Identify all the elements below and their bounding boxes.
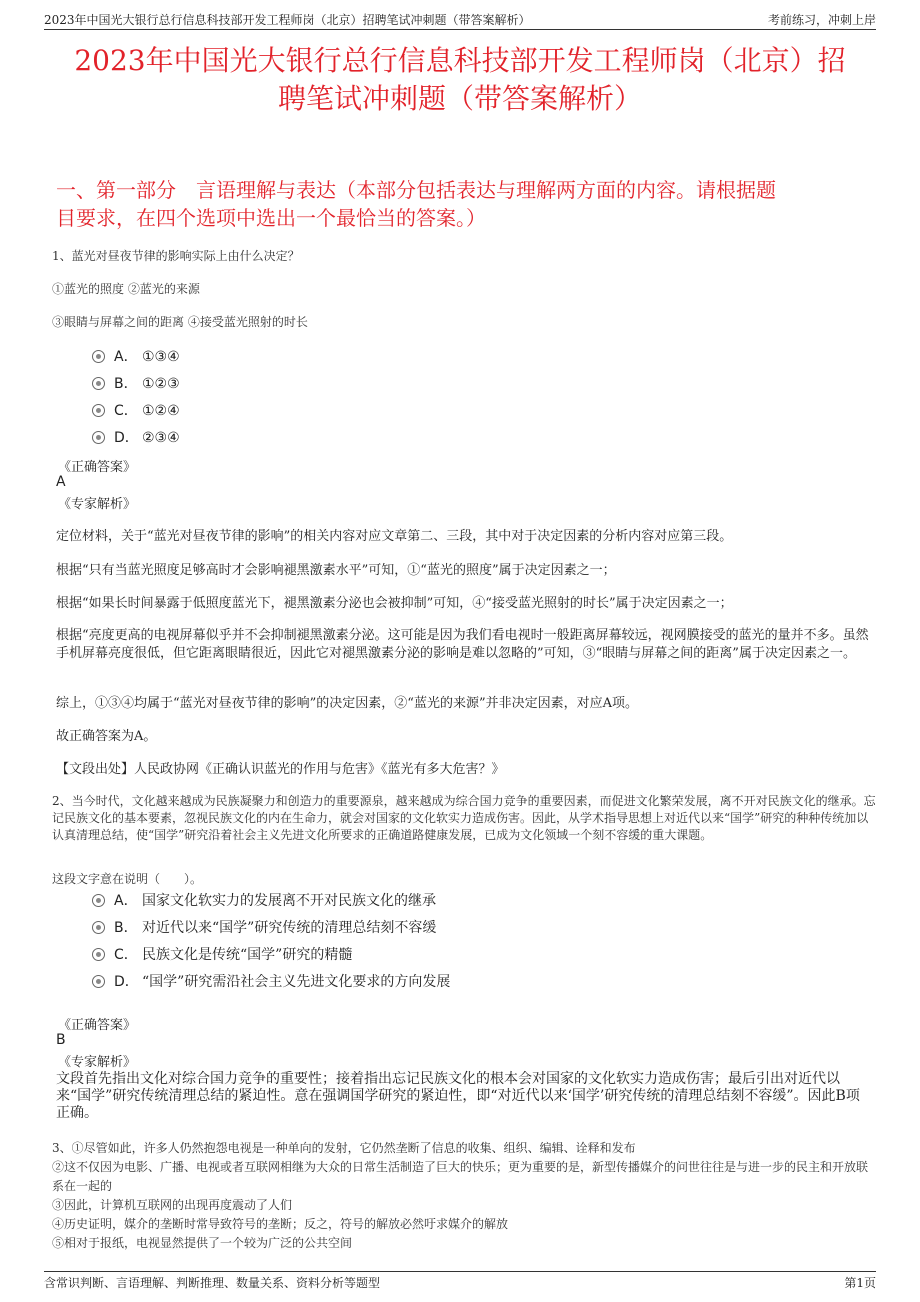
option-letter: A． <box>114 349 138 365</box>
page-footer <box>44 1271 876 1290</box>
option-text: ①②③ <box>142 376 180 392</box>
document-title <box>40 42 880 118</box>
q2-prompt: 这段文字意在说明（ ）。 <box>52 872 203 886</box>
option-text: ①③④ <box>142 349 180 365</box>
title-line-2: 聘笔试冲刺题（带答案解析） <box>277 82 642 115</box>
radio-icon[interactable] <box>92 948 105 961</box>
q1-option-d[interactable] <box>92 429 180 447</box>
q3-item-4: ④历史证明，媒介的垄断时常导致符号的垄断；反之，符号的解放必然吁求媒介的解放 <box>52 1217 509 1231</box>
option-letter: B． <box>114 376 138 392</box>
q1-stem: 1、蓝光对昼夜节律的影响实际上由什么决定？ <box>52 249 300 263</box>
q2-option-b[interactable] <box>92 919 436 937</box>
option-letter: C． <box>114 403 138 419</box>
q1-item-2: ③眼睛与屏幕之间的距离 ④接受蓝光照射的时长 <box>52 315 308 329</box>
option-text: 民族文化是传统“国学”研究的精髓 <box>142 947 353 963</box>
radio-icon[interactable] <box>92 350 105 363</box>
page-header <box>44 9 876 30</box>
q2-answer-label: 《正确答案》 <box>58 1018 137 1033</box>
option-letter: D． <box>114 430 139 446</box>
q1-analysis-para-6: 故正确答案为A。 <box>56 729 157 744</box>
section-heading-line-1: 一、第一部分 言语理解与表达（本部分包括表达与理解两方面的内容。请根据题 <box>56 178 776 202</box>
q3-item-3: ③因此，计算机互联网的出现再度震动了人们 <box>52 1198 293 1212</box>
q1-analysis-para-3: 根据“如果长时间暴露于低照度蓝光下，褪黑激素分泌也会被抑制”可知，④“接受蓝光照射的时长”属于决定因素之一； <box>56 596 733 611</box>
option-letter: B． <box>114 920 138 936</box>
q1-item-1: ①蓝光的照度 ②蓝光的来源 <box>52 282 200 296</box>
q3-item-5: ⑤相对于报纸，电视显然提供了一个较为广泛的公共空间 <box>52 1236 353 1250</box>
q2-stem: 2、当今时代，文化越来越成为民族凝聚力和创造力的重要源泉，越来越成为综合国力竞争的重要因素，而促进文化繁荣发展，离不开对民族文化的继承。忘记民族文化的基本要素，忽视民族文化的内在生命力，就会对国家的文化软实力造成伤害。因此，从学术指导思想上对近代以来“国学”研究的种种传统加以认真清理总结，使“国学”研究沿着社会主义先进文化所要求的正确道路健康发展，已成为文化领域一个刻不容缓的重大课题。 <box>52 794 876 842</box>
q2-answer: B <box>56 1032 66 1048</box>
q1-analysis-para-5: 综上，①③④均属于“蓝光对昼夜节律的影响”的决定因素，②“蓝光的来源”并非决定因素，对应A项。 <box>56 696 638 711</box>
q2-analysis: 文段首先指出文化对综合国力竞争的重要性；接着指出忘记民族文化的根本会对国家的文化软实力造成伤害；最后引出对近代以来“国学”研究传统清理总结的紧迫性。意在强调国学研究的紧迫性，即“对近代以来‘国学’研究传统的清理总结刻不容缓”。因此B项正确。 <box>56 1071 860 1121</box>
q1-analysis-para-1: 定位材料，关于“蓝光对昼夜节律的影响”的相关内容对应文章第二、三段，其中对于决定因素的分析内容对应第三段。 <box>56 529 733 544</box>
option-letter: D． <box>114 974 139 990</box>
option-letter: C． <box>114 947 138 963</box>
radio-icon[interactable] <box>92 894 105 907</box>
q1-answer-label: 《正确答案》 <box>58 460 137 475</box>
q2-option-d[interactable] <box>92 973 450 991</box>
section-heading <box>56 176 870 232</box>
page-number: 第1页 <box>844 1276 876 1290</box>
option-text: 国家文化软实力的发展离不开对民族文化的继承 <box>142 893 436 909</box>
footer-note: 含常识判断、言语理解、判断推理、数量关系、资料分析等题型 <box>44 1276 381 1290</box>
radio-icon[interactable] <box>92 975 105 988</box>
header-doc-title: 2023年中国光大银行总行信息科技部开发工程师岗（北京）招聘笔试冲刺题（带答案解析） <box>44 13 531 27</box>
q1-analysis-para-4: 根据“亮度更高的电视屏幕似乎并不会抑制褪黑激素分泌。这可能是因为我们看电视时一般距离屏幕较远，视网膜接受的蓝光的量并不多。虽然手机屏幕亮度很低，但它距离眼睛很近，因此它对褪黑激素分泌的影响是难以忽略的”可知，③“眼睛与屏幕之间的距离”属于决定因素之一。 <box>56 628 869 661</box>
q2-option-c[interactable] <box>92 946 352 964</box>
option-text: “国学”研究需沿社会主义先进文化要求的方向发展 <box>142 974 451 990</box>
title-line-1: 2023年中国光大银行总行信息科技部开发工程师岗（北京）招 <box>74 44 846 77</box>
q2-analysis-label: 《专家解析》 <box>58 1055 137 1070</box>
option-text: 对近代以来“国学”研究传统的清理总结刻不容缓 <box>142 920 437 936</box>
q1-option-b[interactable] <box>92 375 180 393</box>
option-text: ①②④ <box>142 403 180 419</box>
q3-item-1: 3、①尽管如此，许多人仍然抱怨电视是一种单向的发射，它仍然垄断了信息的收集、组织、编辑、诠释和发布 <box>52 1141 636 1155</box>
radio-icon[interactable] <box>92 921 105 934</box>
q3-item-2: ②这不仅因为电影、广播、电视或者互联网相继为大众的日常生活制造了巨大的快乐；更为重要的是，新型传播媒介的问世往往是与进一步的民主和开放联系在一起的 <box>52 1160 869 1193</box>
option-text: ②③④ <box>142 430 180 446</box>
q1-source: 【文段出处】人民政协网《正确认识蓝光的作用与危害》《蓝光有多大危害？》 <box>56 762 505 777</box>
q1-option-a[interactable] <box>92 348 180 366</box>
header-slogan: 考前练习，冲刺上岸 <box>767 13 876 27</box>
radio-icon[interactable] <box>92 377 105 390</box>
radio-icon[interactable] <box>92 431 105 444</box>
option-letter: A． <box>114 893 138 909</box>
q1-answer: A <box>56 474 66 490</box>
section-heading-line-2: 目要求，在四个选项中选出一个最恰当的答案。） <box>56 206 486 230</box>
radio-icon[interactable] <box>92 404 105 417</box>
q2-option-a[interactable] <box>92 892 436 910</box>
q1-option-c[interactable] <box>92 402 180 420</box>
q1-analysis-label: 《专家解析》 <box>58 497 137 512</box>
q1-analysis-para-2: 根据“只有当蓝光照度足够高时才会影响褪黑激素水平”可知，①“蓝光的照度”属于决定因素之一； <box>56 563 616 578</box>
